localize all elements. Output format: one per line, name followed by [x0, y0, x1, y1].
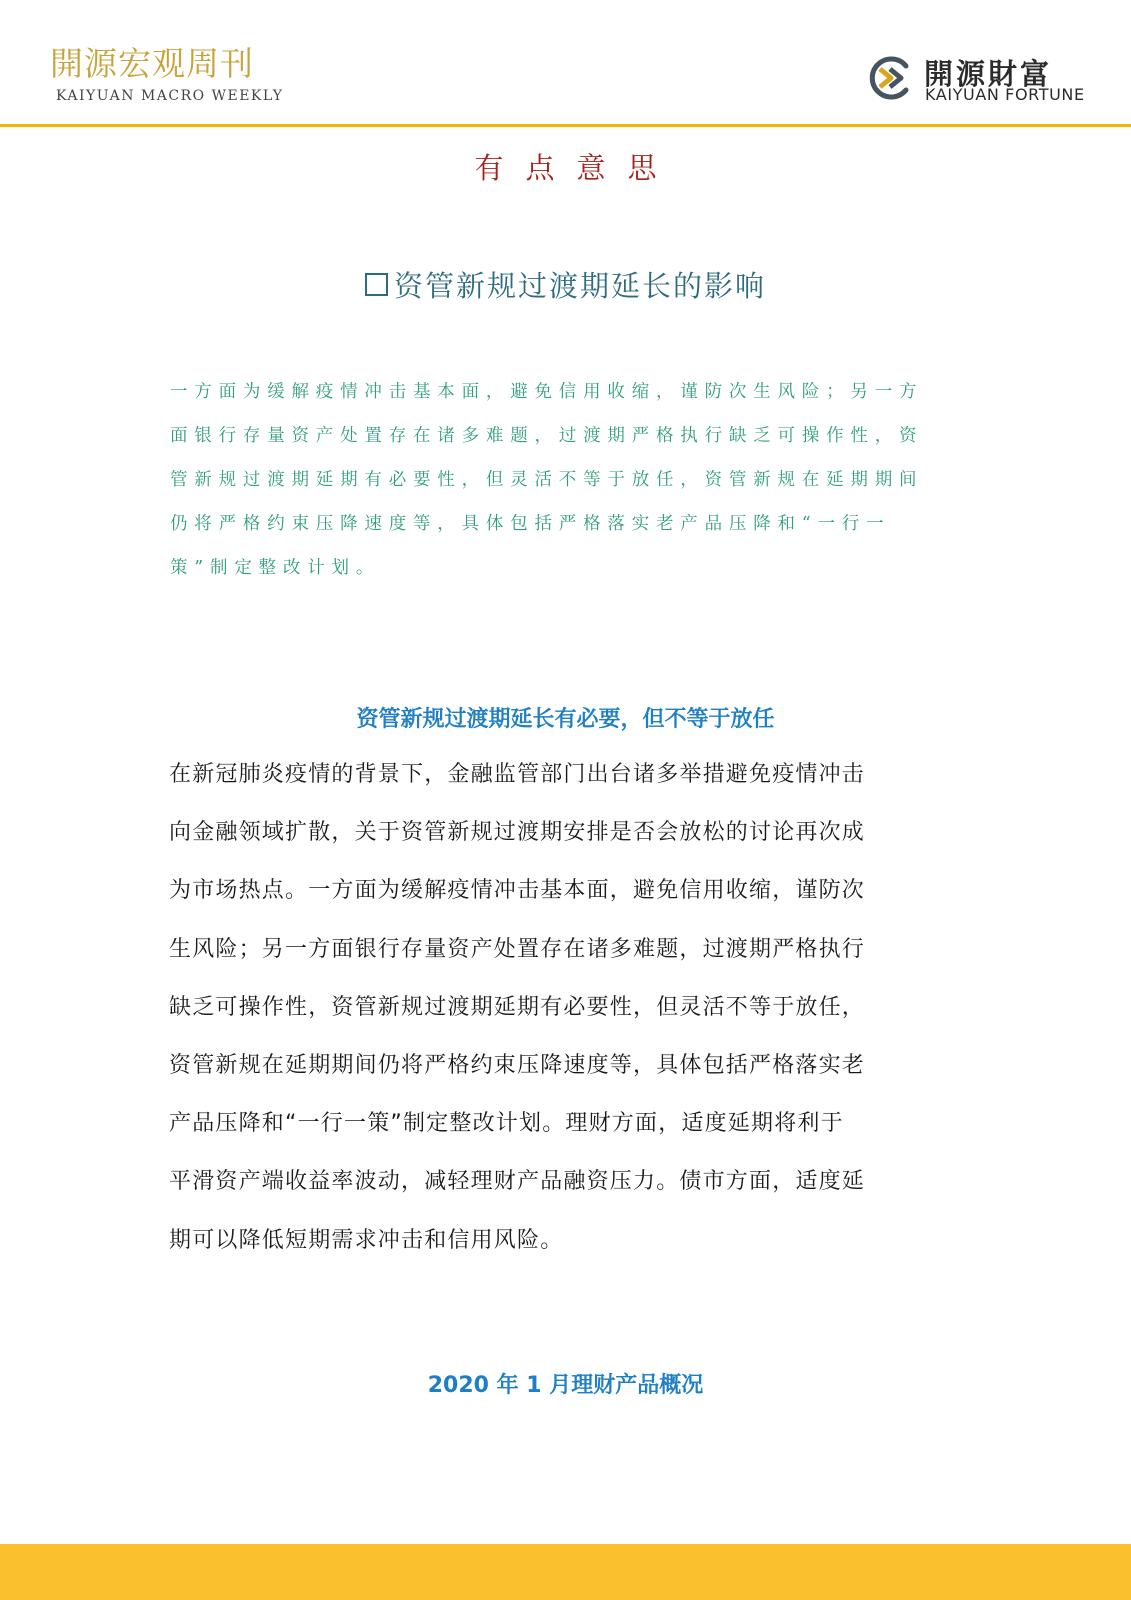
article-title-text: 资管新规过渡期延长的影响 [393, 269, 766, 303]
summary-line: 一方面为缓解疫情冲击基本面，避免信用收缩，谨防次生风险；另一方 [170, 382, 924, 402]
subheading-extension: 资管新规过渡期延长有必要，但不等于放任 [356, 707, 775, 732]
body-line: 缺乏可操作性，资管新规过渡期延期有必要性，但灵活不等于放任， [169, 994, 866, 1020]
brand-title-cn: 開源宏观周刊 [50, 44, 254, 83]
body-line: 资管新规在延期期间仍将严格约束压降速度等，具体包括严格落实老 [169, 1052, 866, 1078]
footer-band [0, 1544, 1131, 1600]
subheading-wealth-overview: 2020 年 1 月理财产品概况 [427, 1373, 704, 1398]
header-divider [0, 124, 1131, 127]
body-line: 向金融领域扩散，关于资管新规过渡期安排是否会放松的讨论再次成 [169, 820, 866, 846]
logo-text-cn: 開源財富 [924, 57, 1053, 91]
article-body [169, 746, 969, 1270]
section-title: 有点意思 [474, 151, 679, 185]
body-line: 平滑资产端收益率波动，减轻理财产品融资压力。债市方面，适度延 [169, 1169, 866, 1195]
summary-line: 面银行存量资产处置存在诸多难题，过渡期严格执行缺乏可操作性，资 [170, 426, 924, 446]
body-line: 在新冠肺炎疫情的背景下，金融监管部门出台诸多举措避免疫情冲击 [169, 762, 866, 787]
brand-title-en: KAIYUAN MACRO WEEKLY [56, 88, 284, 104]
body-line: 期可以降低短期需求冲击和信用风险。 [169, 1227, 564, 1253]
body-line: 为市场热点。一方面为缓解疫情冲击基本面，避免信用收缩，谨防次 [169, 878, 866, 904]
page-header [0, 0, 1131, 126]
summary-line: 策”制定整改计划。 [170, 558, 381, 578]
kaiyuan-fortune-logo [866, 52, 1086, 104]
logo-text-en: KAIYUAN FORTUNE [925, 85, 1085, 104]
summary-line: 仍将严格约束压降速度等，具体包括严格落实老产品压降和“一行一 [170, 514, 891, 534]
body-line: 生风险；另一方面银行存量资产处置存在诸多难题，过渡期严格执行 [169, 936, 866, 962]
kaiyuan-logo-icon [866, 54, 914, 102]
article-title [0, 264, 1131, 305]
body-line: 产品压降和“一行一策”制定整改计划。理财方面，适度延期将利于 [169, 1111, 844, 1137]
article-summary [170, 370, 950, 590]
summary-line: 管新规过渡期延期有必要性，但灵活不等于放任，资管新规在延期期间 [170, 470, 924, 490]
checkbox-icon [365, 273, 388, 296]
